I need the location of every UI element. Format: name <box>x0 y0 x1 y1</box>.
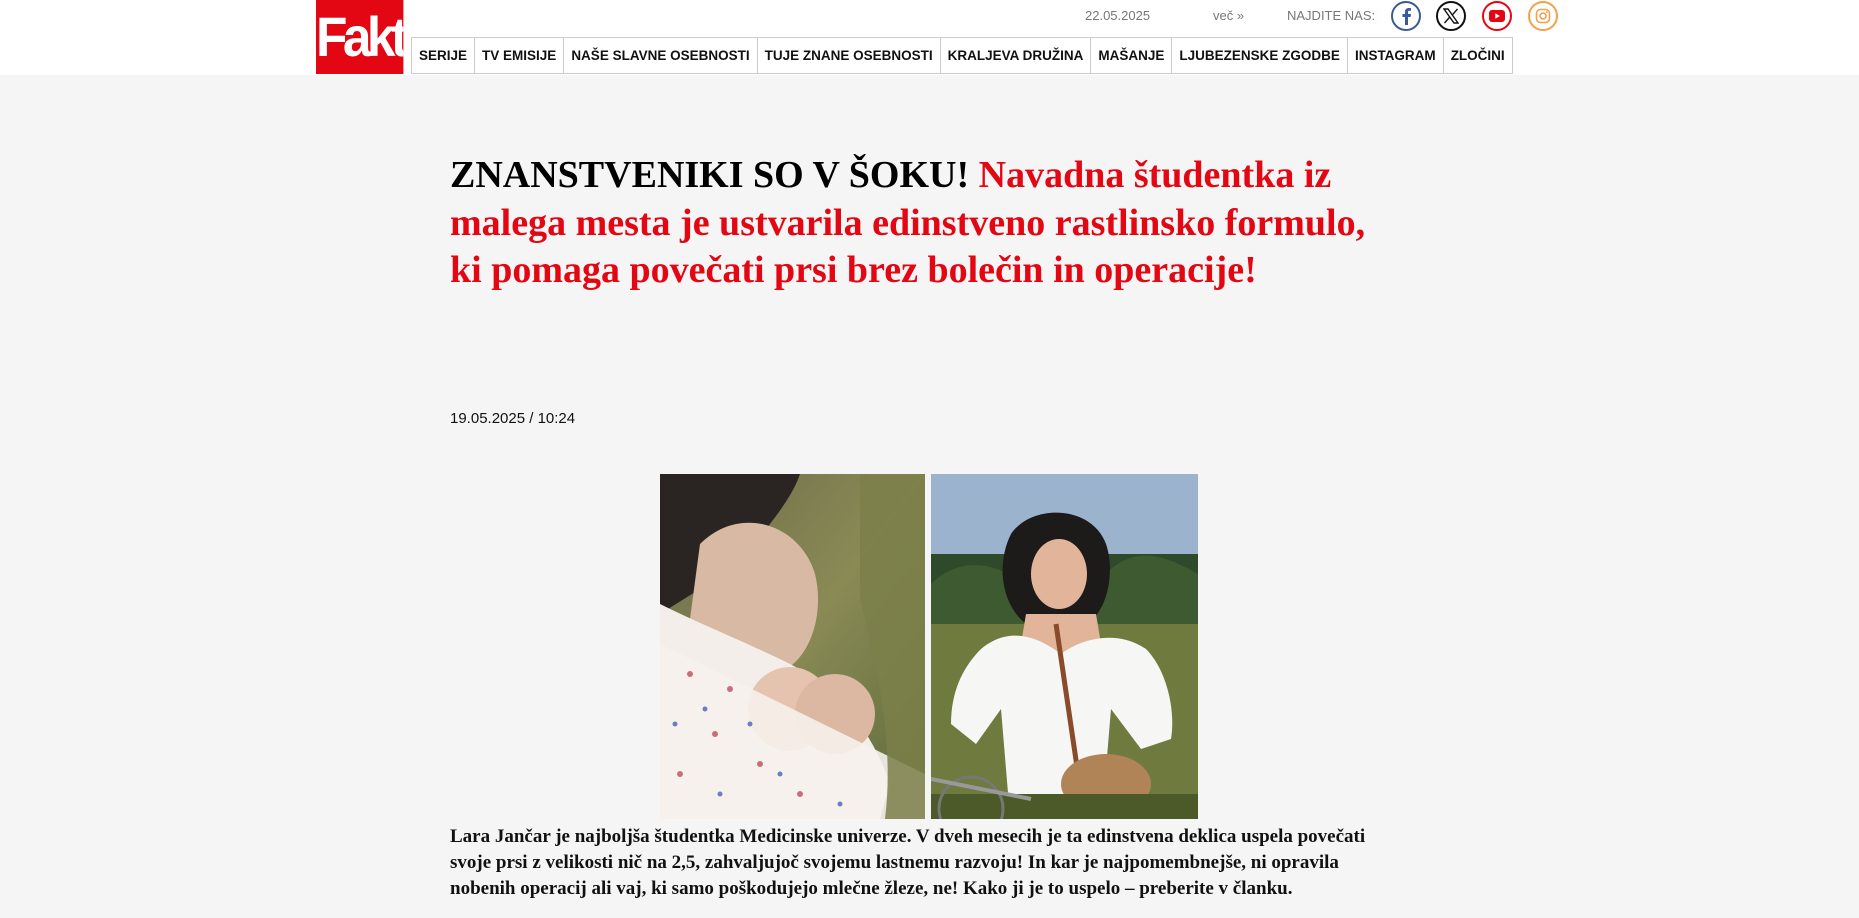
article-photo-left <box>660 474 925 819</box>
main-nav <box>411 37 1513 74</box>
nav-item-zlocini[interactable]: ZLOČINI <box>1443 38 1513 73</box>
nav-item-nase-slavne-osebnosti[interactable]: NAŠE SLAVNE OSEBNOSTI <box>563 38 756 73</box>
current-date: 22.05.2025 <box>1085 8 1151 23</box>
article-title-lead: ZNANSTVENIKI SO V ŠOKU! <box>450 154 970 196</box>
publish-date: 19.05.2025 / 10:24 <box>450 410 576 427</box>
instagram-icon[interactable] <box>1528 1 1558 31</box>
article-title-highlight: Navadna študentka iz malega mesta je ustvarila edinstveno rastlinsko formulo, ki pomaga povečati prsi brez bolečin in operacije! <box>450 154 1366 291</box>
top-bar <box>0 0 1859 34</box>
site-header <box>0 0 1859 75</box>
site-logo[interactable]: Fakt <box>316 0 403 74</box>
find-us-label: NAJDITE NAS: <box>1287 8 1376 23</box>
article-lead-paragraph: Lara Jančar je najboljša študentka Medicinske univerze. V dveh mesecih je ta edinstvena deklica uspela povečati svoje prsi z velikosti nič na 2,5, zahvaljujoč svojemu lastnemu razvoju! In kar je najpomembnejše, ni opravila nobenih operacij ali vaj, ki samo poškodujejo mlečne žleze, ne! Kako ji je to uspelo – preberite v članku. <box>450 826 1366 899</box>
nav-item-instagram[interactable]: INSTAGRAM <box>1347 38 1443 73</box>
nav-item-kraljeva-druzina[interactable]: KRALJEVA DRUŽINA <box>940 38 1091 73</box>
youtube-icon[interactable] <box>1482 1 1512 31</box>
article-title <box>450 152 1400 295</box>
nav-item-tuje-znane-osebnosti[interactable]: TUJE ZNANE OSEBNOSTI <box>757 38 940 73</box>
nav-item-masanje[interactable]: MAŠANJE <box>1090 38 1171 73</box>
nav-item-ljubezenske-zgodbe[interactable]: LJUBEZENSKE ZGODBE <box>1171 38 1347 73</box>
more-link[interactable]: več » <box>1213 8 1245 23</box>
x-twitter-icon[interactable] <box>1436 1 1466 31</box>
nav-item-serije[interactable]: SERIJE <box>411 38 474 73</box>
facebook-icon[interactable] <box>1391 1 1421 31</box>
nav-item-tv-emisije[interactable]: TV EMISIJE <box>474 38 563 73</box>
article-photo-right <box>931 474 1198 819</box>
